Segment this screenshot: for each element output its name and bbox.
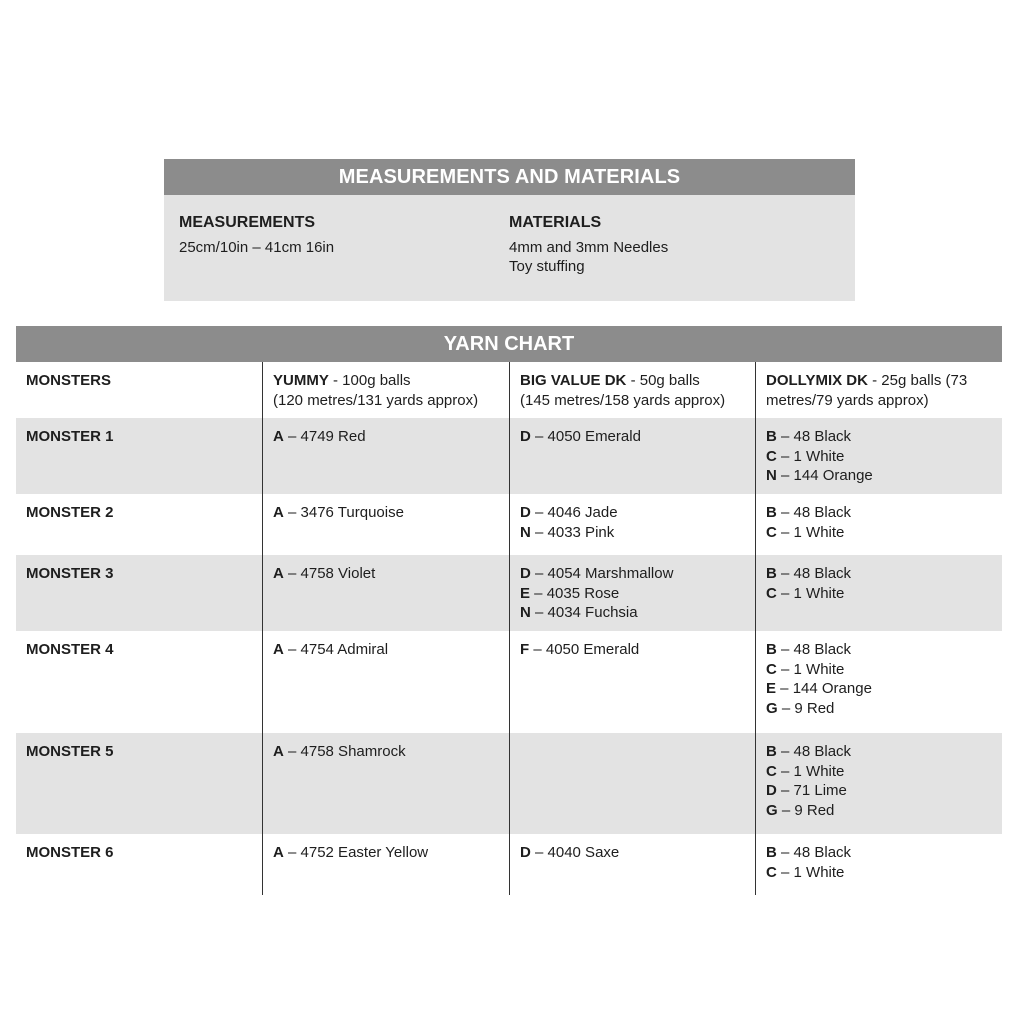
column-detail: metres/79 yards approx) [766,391,929,409]
column-name: DOLLYMIX DK [766,372,868,389]
yarn-entry: F – 4050 Emerald [520,641,640,658]
measurements-materials-panel [164,159,855,301]
column-name: BIG VALUE DK [520,372,627,389]
measurements-section [179,213,334,257]
yarn-chart-title: YARN CHART [16,326,1002,362]
column-detail: - 100g balls [328,372,411,389]
monster-name: MONSTER 3 [26,565,114,582]
yarn-entry: E – 144 Orange [766,680,872,697]
yarn-entry: A – 4754 Admiral [273,641,389,658]
yarn-entry: A – 4752 Easter Yellow [273,844,429,861]
yarn-entry: A – 4758 Violet [273,565,376,582]
materials-heading: MATERIALS [509,214,602,231]
monster-name: MONSTER 4 [26,641,114,658]
column-detail: (120 metres/131 yards approx) [273,391,479,409]
monster-name: MONSTER 6 [26,844,114,861]
yarn-entry: N – 4034 Fuchsia [520,604,638,621]
table-row [16,555,1002,631]
yarn-entry: N – 4033 Pink [520,523,615,541]
yarn-entry: D – 4054 Marshmallow [520,565,674,582]
yarn-entry: A – 4758 Shamrock [273,743,406,760]
yarn-chart-table [16,326,1002,895]
yarn-entry: C – 1 White [766,660,845,678]
table-row [16,494,1002,555]
column-name: YUMMY [273,372,329,389]
yarn-entry: B – 48 Black [766,428,852,445]
yarn-entry: G – 9 Red [766,801,835,819]
yarn-entry: B – 48 Black [766,565,852,582]
yarn-entry: D – 71 Lime [766,782,847,799]
column-header-monsters [16,362,262,418]
yarn-entry: C – 1 White [766,447,845,465]
column-detail: - 50g balls [626,372,700,389]
yarn-entry: G – 9 Red [766,699,835,717]
table-row [16,631,1002,733]
column-detail: - 25g balls (73 [867,372,968,389]
empty-cell [509,733,755,834]
materials-line: Toy stuffing [509,258,585,275]
measurements-line: 25cm/10in – 41cm 16in [179,238,335,256]
table-header-row [16,362,1002,418]
monster-name: MONSTER 1 [26,428,114,445]
materials-section [509,213,668,277]
monster-name: MONSTER 5 [26,743,114,760]
yarn-entry: B – 48 Black [766,641,852,658]
yarn-entry: D – 4050 Emerald [520,428,641,445]
yarn-entry: E – 4035 Rose [520,584,620,602]
yarn-entry: B – 48 Black [766,504,852,521]
column-name: MONSTERS [26,372,112,389]
yarn-entry: D – 4040 Saxe [520,844,620,861]
yarn-entry: N – 144 Orange [766,467,873,484]
yarn-entry: D – 4046 Jade [520,504,618,521]
table-row [16,733,1002,834]
column-header-yummy [262,362,509,418]
yarn-entry: A – 3476 Turquoise [273,504,404,521]
column-header-dollymix-dk [755,362,1002,418]
yarn-entry: A – 4749 Red [273,428,366,445]
column-detail: (145 metres/158 yards approx) [520,391,726,409]
materials-line: 4mm and 3mm Needles [509,238,669,256]
yarn-entry: B – 48 Black [766,844,852,861]
measurements-materials-title: MEASUREMENTS AND MATERIALS [164,159,855,195]
measurements-heading: MEASUREMENTS [179,214,316,231]
table-row [16,834,1002,895]
yarn-entry: B – 48 Black [766,743,852,760]
column-header-big-value-dk [509,362,755,418]
yarn-entry: C – 1 White [766,863,845,881]
yarn-entry: C – 1 White [766,762,845,780]
yarn-entry: C – 1 White [766,523,845,541]
yarn-entry: C – 1 White [766,584,845,602]
table-row [16,418,1002,494]
monster-name: MONSTER 2 [26,504,114,521]
